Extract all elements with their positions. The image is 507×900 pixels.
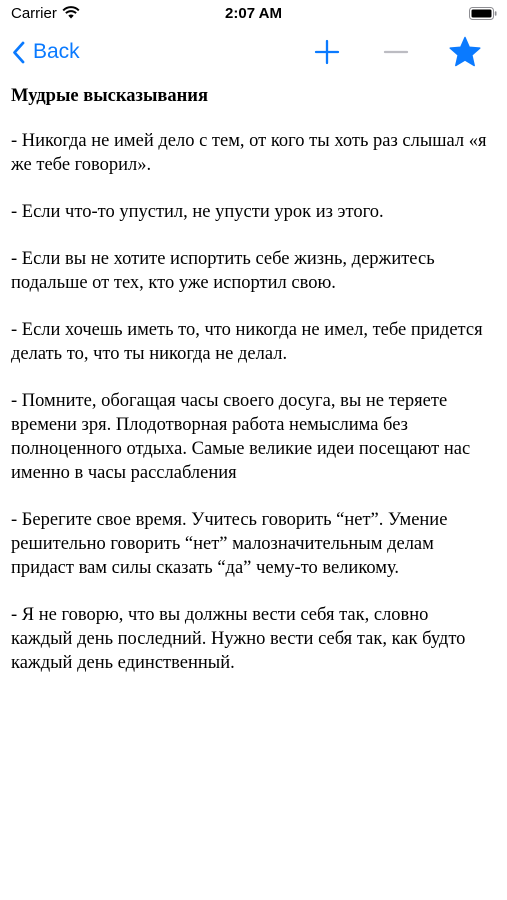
battery-icon (469, 7, 497, 24)
article-content (11, 80, 491, 698)
chevron-left-icon (12, 41, 25, 64)
back-button-label: Back (33, 40, 80, 63)
status-bar (0, 0, 507, 28)
carrier-label: Carrier (11, 5, 57, 22)
clock: 2:07 AM (225, 5, 282, 22)
quote-paragraph: - Помните, обогащая часы своего досуга, вы не теряете времени зря. Плодотворная работа немыслима без полноценного отдыха. Самые великие идеи посещают нас именно в часы расслабления (11, 391, 471, 483)
minus-icon[interactable] (382, 38, 410, 71)
plus-icon[interactable] (313, 38, 341, 71)
quote-paragraph: - Никогда не имей дело с тем, от кого ты хоть раз слышал «я же тебе говорил». (11, 131, 487, 175)
quote-paragraph: - Если хочешь иметь то, что никогда не имел, тебе придется делать то, что ты никогда не делал. (11, 320, 483, 364)
star-icon[interactable] (448, 36, 482, 73)
quote-paragraph: - Если что-то упустил, не упусти урок из этого. (11, 202, 384, 222)
navigation-bar (0, 28, 507, 76)
back-button[interactable] (12, 36, 80, 68)
quote-paragraph: - Если вы не хотите испортить себе жизнь, держитесь подальше от тех, кто уже испортил свою. (11, 249, 435, 293)
quote-paragraph: - Берегите свое время. Учитесь говорить “нет”. Умение решительно говорить “нет” малозначительным делам придаст вам силы сказать “да” чему-то великому. (11, 510, 448, 578)
article-title: Мудрые высказывания (11, 86, 208, 106)
quote-paragraph: - Я не говорю, что вы должны вести себя так, словно каждый день последний. Нужно вести себя так, как будто каждый день единственный. (11, 605, 466, 673)
